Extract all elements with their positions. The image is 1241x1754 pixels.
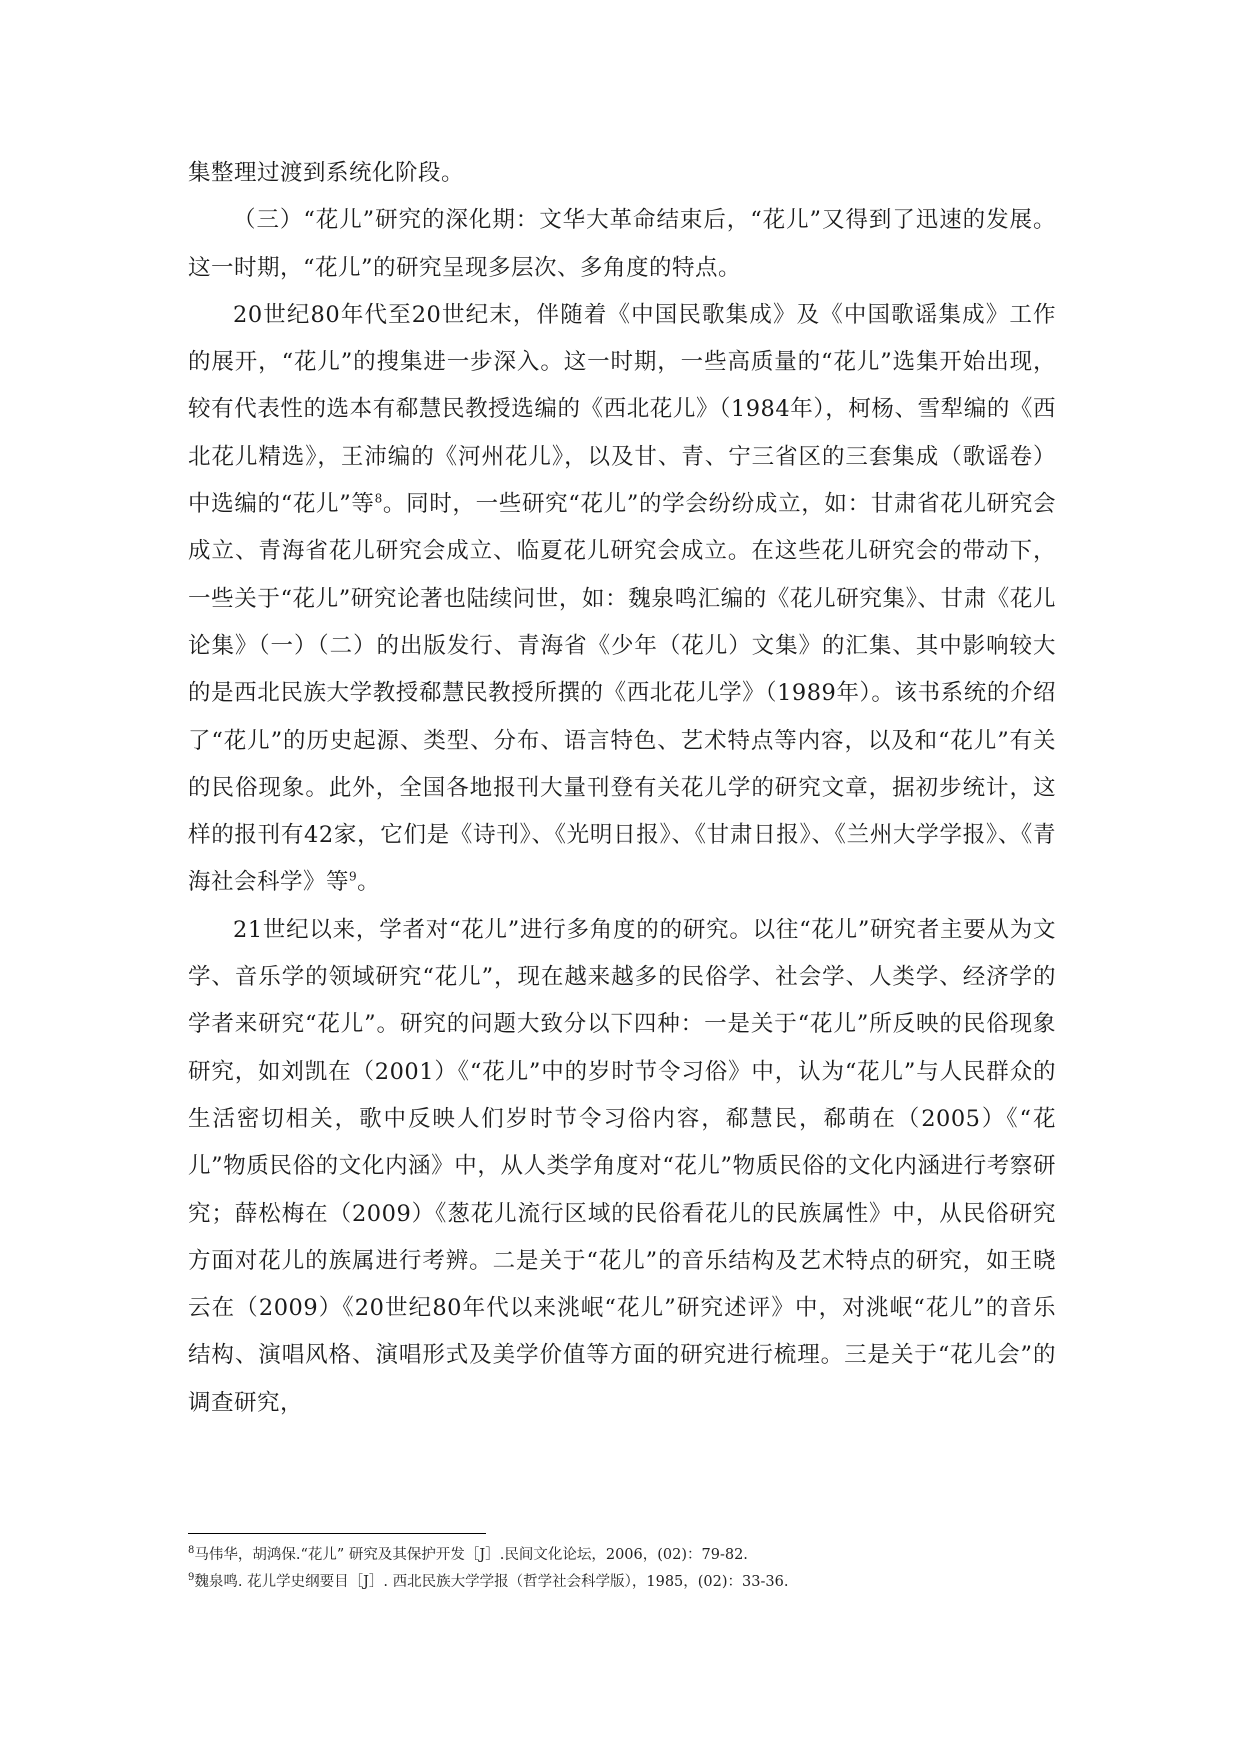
footnote-divider [188,1533,486,1534]
paragraph-1: 集整理过渡到系统化阶段。 [188,160,465,186]
footnote-8 [188,1542,1088,1569]
footnote-ref-9: 9 [349,869,358,884]
footnote-mark-8: 8 [188,1545,195,1557]
paragraph-3 [188,292,1056,907]
paragraph-3-text-a: 20世纪80年代至20世纪末，伴随着《中国民歌集成》及《中国歌谣集成》工作的展开，“花儿”的搜集进一步深入。这一时期，一些高质量的“花儿”选集开始出现，较有代表性的选本有郗慧民教授选编的《西北花儿》（1984年），柯杨、雪犁编的《西北花儿精选》，王沛编的《河州花儿》，以及甘、青、宁三省区的三套集成（歌谣卷）中选编的“花儿”等 [188,301,1056,518]
footnote-mark-9: 9 [188,1572,195,1584]
footnotes [188,1542,1088,1596]
body-text [188,150,1056,1427]
paragraph-3-text-b: 。同时，一些研究“花儿”的学会纷纷成立，如：甘肃省花儿研究会成立、青海省花儿研究会成立、临夏花儿研究会成立。在这些花儿研究会的带动下，一些关于“花儿”研究论著也陆续问世，如：魏泉鸣汇编的《花儿研究集》、甘肃《花儿论集》（一）（二）的出版发行、青海省《少年（花儿）文集》的汇集、其中影响较大的是西北民族大学教授郗慧民教授所撰的《西北花儿学》（1989年）。该书系统的介绍了“花儿”的历史起源、类型、分布、语言特色、艺术特点等内容，以及和“花儿”有关的民俗现象。此外，全国各地报刊大量刊登有关花儿学的研究文章，据初步统计，这样的报刊有42家，它们是《诗刊》、《光明日报》、《甘肃日报》、《兰州大学学报》、《青海社会科学》等 [188,491,1056,896]
paragraph-3-text-c: 。 [357,869,381,896]
paragraph-4: 21世纪以来，学者对“花儿”进行多角度的的研究。以往“花儿”研究者主要从为文学、音乐学的领域研究“花儿”，现在越来越多的民俗学、社会学、人类学、经济学的学者来研究“花儿”。研究的问题大致分以下四种：一是关于“花儿”所反映的民俗现象研究，如刘凯在（2001）《“花儿”中的岁时节令习俗》中，认为“花儿”与人民群众的生活密切相关，歌中反映人们岁时节令习俗内容，郗慧民，郗萌在（2005）《“花儿”物质民俗的文化内涵》中，从人类学角度对“花儿”物质民俗的文化内涵进行考察研究；薛松梅在（2009）《葱花儿流行区域的民俗看花儿的民族属性》中，从民俗研究方面对花儿的族属进行考辨。二是关于“花儿”的音乐结构及艺术特点的研究，如王晓云在（2009）《20世纪80年代以来洮岷“花儿”研究述评》中，对洮岷“花儿”的音乐结构、演唱风格、演唱形式及美学价值等方面的研究进行梳理。三是关于“花儿会”的调查研究， [188,916,1056,1416]
footnote-9 [188,1569,1088,1596]
footnote-9-text: 魏泉鸣. 花儿学史纲要目［J］. 西北民族大学学报（哲学社会科学版），1985，(02)：33-36. [194,1574,789,1590]
footnote-ref-8: 8 [374,491,383,506]
footnote-8-text: 马伟华，胡鸿保.“花儿” 研究及其保护开发［J］.民间文化论坛，2006，(02)：79-82. [194,1547,748,1563]
paragraph-2: （三）“花儿”研究的深化期：文华大革命结束后，“花儿”又得到了迅速的发展。这一时期，“花儿”的研究呈现多层次、多角度的特点。 [188,207,1056,281]
